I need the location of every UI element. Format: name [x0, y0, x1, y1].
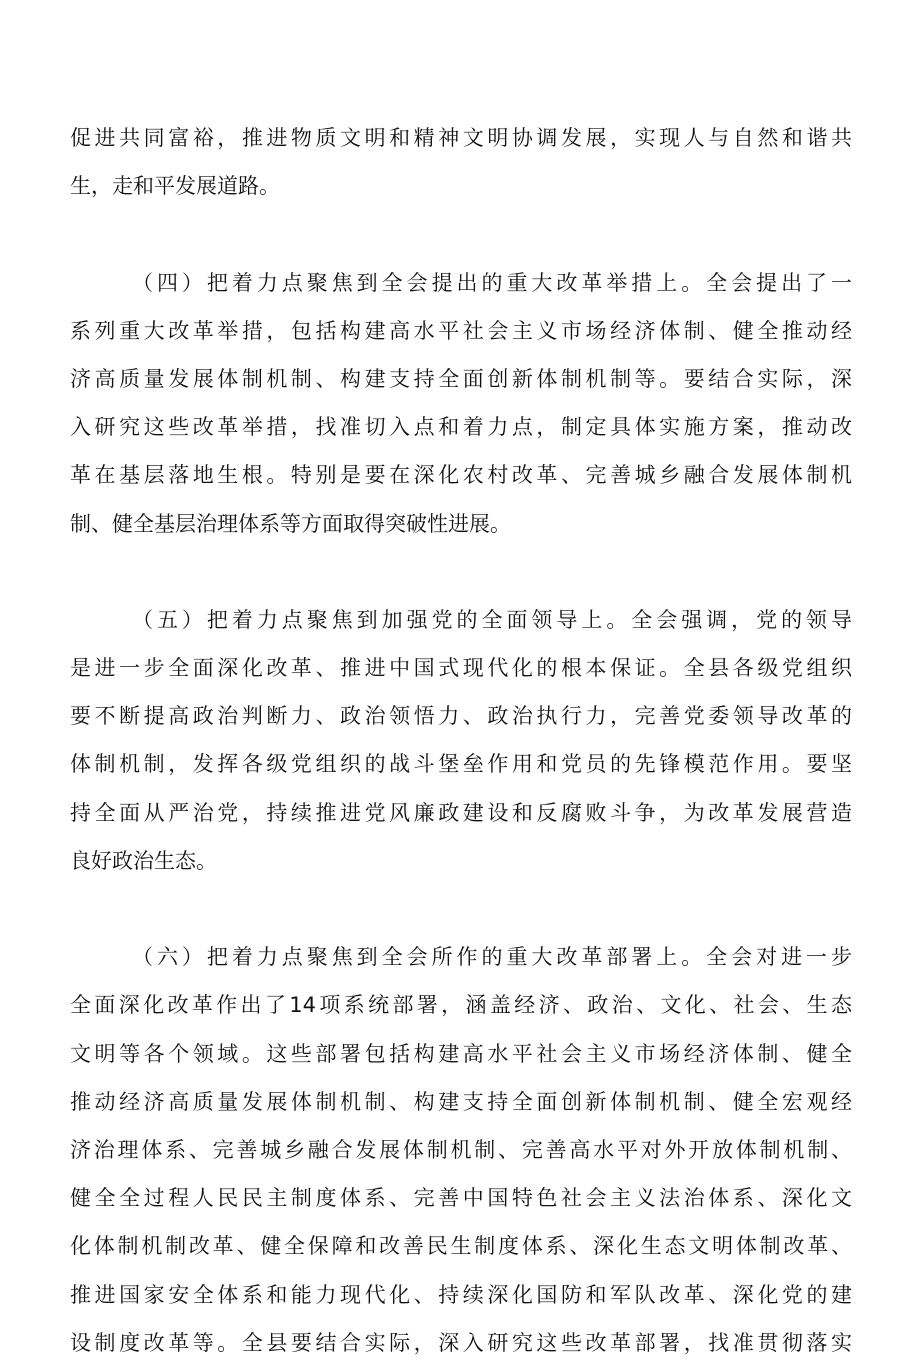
text-line: 文明等各个领域。这些部署包括构建高水平社会主义市场经济体制、健全 — [70, 1041, 852, 1066]
text-line: 入研究这些改革举措，找准切入点和着力点，制定具体实施方案，推动改 — [70, 415, 852, 440]
paragraph-gap — [70, 885, 852, 933]
text-line: 促进共同富裕，推进物质文明和精神文明协调发展，实现人与自然和谐共 — [70, 126, 852, 150]
text-line: 体制机制，发挥各级党组织的战斗堡垒作用和党员的先锋模范作用。要坚 — [70, 752, 852, 777]
text-line: 革在基层落地生根。特别是要在深化农村改革、完善城乡融合发展体制机 — [70, 463, 852, 488]
paragraph-1 — [70, 114, 852, 210]
text-line: 制、健全基层治理体系等方面取得突破性进展。 — [70, 511, 511, 536]
text-line: 全面深化改革作出了14项系统部署，涵盖经济、政治、文化、社会、生态 — [70, 993, 852, 1018]
text-line: 要不断提高政治判断力、政治领悟力、政治执行力，完善党委领导改革的 — [70, 704, 852, 729]
text-line: （四）把着力点聚焦到全会提出的重大改革举措上。全会提出了一 — [132, 270, 852, 295]
text-line: 推动经济高质量发展体制机制、构建支持全面创新体制机制、健全宏观经 — [70, 1089, 852, 1114]
text-line: 设制度改革等。全县要结合实际，深入研究这些改革部署，找准贯彻落实 — [70, 1330, 852, 1355]
text-line: 良好政治生态。 — [70, 848, 217, 873]
text-line: 济治理体系、完善城乡融合发展体制机制、完善高水平对外开放体制机制、 — [70, 1137, 852, 1162]
text-line: 推进国家安全体系和能力现代化、持续深化国防和军队改革、深化党的建 — [70, 1282, 852, 1307]
text-line: 化体制机制改革、健全保障和改善民生制度体系、深化生态文明体制改革、 — [70, 1234, 852, 1259]
text-line: 系列重大改革举措，包括构建高水平社会主义市场经济体制、健全推动经 — [70, 318, 852, 343]
text-line: （五）把着力点聚焦到加强党的全面领导上。全会强调，党的领导 — [132, 607, 852, 632]
paragraph-3 — [70, 596, 852, 885]
paragraph-gap — [70, 210, 852, 258]
text-line: 健全全过程人民民主制度体系、完善中国特色社会主义法治体系、深化文 — [70, 1186, 852, 1211]
text-line: 济高质量发展体制机制、构建支持全面创新体制机制等。要结合实际，深 — [70, 366, 852, 391]
text-line: （六）把着力点聚焦到全会所作的重大改革部署上。全会对进一步 — [132, 945, 852, 970]
text-line: 是进一步全面深化改革、推进中国式现代化的根本保证。全县各级党组织 — [70, 656, 852, 681]
paragraph-2 — [70, 259, 852, 548]
text-line: 持全面从严治党，持续推进党风廉政建设和反腐败斗争，为改革发展营造 — [70, 800, 852, 825]
document-body — [70, 114, 852, 1367]
paragraph-gap — [70, 548, 852, 596]
paragraph-4 — [70, 933, 852, 1367]
text-line: 生，走和平发展道路。 — [70, 174, 280, 199]
